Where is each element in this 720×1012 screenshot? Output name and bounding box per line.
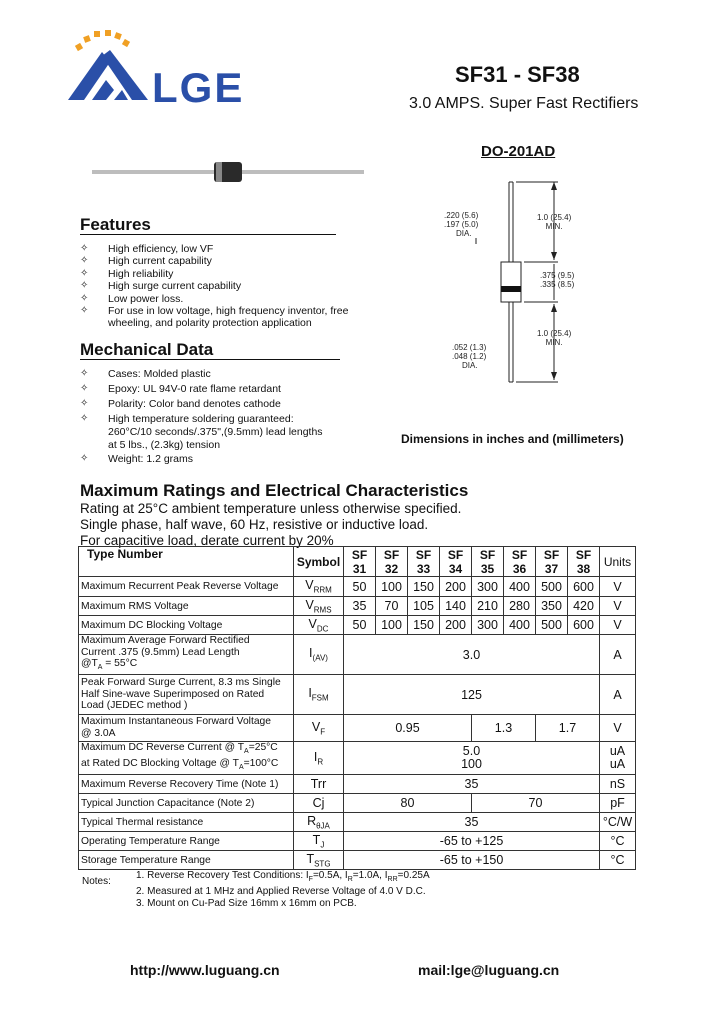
part-title: SF31 - SF38 (455, 62, 580, 87)
table-row: Storage Temperature Range $T_{STG}$ -65 to +150 °C (79, 851, 636, 870)
bullet-icon: ✧ (80, 382, 89, 394)
part-subtitle: 3.0 AMPS. Super Fast Rectifiers (409, 95, 639, 112)
dim-body-diameter: .220 (5.6) .197 (5.0) DIA. (444, 211, 479, 238)
logo-icon (62, 28, 154, 104)
list-item: ✧ Polarity: Color band denotes cathode (80, 397, 281, 410)
mechanical-list (80, 368, 325, 466)
bullet-icon: ✧ (80, 292, 89, 304)
note-3: 3. Mount on Cu-Pad Size 16mm x 16mm on PCB. (136, 898, 357, 909)
bullet-icon: ✧ (80, 305, 89, 317)
header-sf32: SF 32 (376, 547, 408, 577)
bullet-icon: ✧ (80, 397, 89, 409)
table-row: Peak Forward Surge Current, 8.3 ms Single Half Sine-wave Superimposed on Rated Load (JEDEC method ) $I_{FSM}$ 125 A (79, 675, 636, 715)
table-header-row (79, 547, 636, 577)
features-heading: Features (80, 215, 151, 234)
table-row: Maximum Instantaneous Forward Voltage @ 3.0A $V_F$ 0.95 1.3 1.7 V (79, 715, 636, 742)
bullet-icon: ✧ (80, 280, 89, 292)
list-item: ✧ Low power loss. (80, 292, 184, 305)
list-item: ✧ High efficiency, low VF (80, 243, 214, 255)
dim-lead-diameter: .052 (1.3) .048 (1.2) DIA. (452, 343, 487, 370)
header-sf36: SF 36 (504, 547, 536, 577)
bullet-icon: ✧ (80, 368, 89, 379)
list-item: ✧ Weight: 1.2 grams (80, 453, 194, 466)
mechanical-heading: Mechanical Data (80, 340, 214, 359)
logo-text: LGE (152, 64, 245, 111)
table-row: Typical Junction Capacitance (Note 2) Cj 80 70 pF (79, 794, 636, 813)
footer-url[interactable]: http://www.luguang.cn (130, 962, 280, 978)
list-item: ✧ Epoxy: UL 94V-0 rate flame retardant (80, 382, 281, 395)
list-item: ✧ High surge current capability (80, 280, 242, 293)
header-sf33: SF 33 (408, 547, 440, 577)
footer-mail[interactable]: mail:lge@luguang.cn (418, 962, 560, 978)
header-symbol: Symbol (294, 547, 344, 577)
bullet-icon: ✧ (80, 453, 89, 465)
mechanical-rule (80, 359, 340, 360)
list-item: ✧ Cases: Molded plastic (80, 368, 211, 380)
dimensions-caption: Dimensions in inches and (millimeters) (401, 432, 624, 446)
table-row: Maximum RMS Voltage $V_{RMS}$ 35 70 105 140 210 280 350 420 V (79, 597, 636, 616)
notes-label: Notes: (82, 876, 111, 887)
table-row: Maximum DC Blocking Voltage $V_{DC}$ 50 100 150 200 300 400 500 600 V (79, 616, 636, 635)
table-row: Maximum Average Forward Rectified Current .375 (9.5mm) Lead Length $@T_A = 55^\circ C$ $I_{(AV)}$ 3.0 A (79, 635, 636, 675)
header-sf38: SF 38 (568, 547, 600, 577)
dim-lead-length-bottom: 1.0 (25.4) MIN. (537, 329, 572, 347)
header-units: Units (600, 547, 636, 577)
features-rule (80, 234, 336, 235)
dim-lead-length-top: 1.0 (25.4) MIN. (537, 213, 572, 231)
package-name: DO-201AD (481, 143, 556, 160)
ratings-heading: Maximum Ratings and Electrical Characteristics (80, 481, 469, 500)
header-sf31: SF 31 (344, 547, 376, 577)
list-item: ✧ For use in low voltage, high frequency inventor, free wheeling, and polarity protection application (80, 305, 349, 330)
bullet-icon: ✧ (80, 412, 89, 424)
header-sf34: SF 34 (440, 547, 472, 577)
features-list (80, 243, 370, 330)
ratings-table (78, 546, 636, 870)
header-sf35: SF 35 (472, 547, 504, 577)
dim-body-length: .375 (9.5) .335 (8.5) (540, 271, 575, 289)
bullet-icon: ✧ (80, 267, 89, 279)
table-row: Maximum DC Reverse Current @ $T_A=25^\circ C$ at Rated DC Blocking Voltage @ $T_A=100^\circ C$ $I_R$ 5.0 100 uA uA (79, 742, 636, 775)
note-1: 1. Reverse Recovery Test Conditions: $I_F=0.5A$, $I_R=1.0A$, $I_{RR}=0.25A$ (136, 870, 430, 883)
bullet-icon: ✧ (80, 255, 89, 267)
table-row: Typical Thermal resistance $R_{\theta JA}$ 35 °C/W (79, 813, 636, 832)
ratings-conditions: Rating at 25°C ambient temperature unless otherwise specified. Single phase, half wave, 60 Hz, resistive or inductive load. For capacitive load, derate current by 20% (80, 501, 462, 548)
list-item: ✧ High current capability (80, 255, 212, 268)
notes-list (136, 870, 430, 910)
bullet-icon: ✧ (80, 243, 89, 254)
note-2: 2. Measured at 1 MHz and Applied Reverse Voltage of 4.0 V D.C. (136, 886, 426, 897)
header-type: Type Number (79, 547, 294, 577)
list-item: ✧ High reliability (80, 267, 174, 280)
diode-image (92, 160, 364, 184)
table-row: Maximum Reverse Recovery Time (Note 1) Trr 35 nS (79, 775, 636, 794)
table-row: Operating Temperature Range $T_J$ -65 to +125 °C (79, 832, 636, 851)
list-item: ✧ High temperature soldering guaranteed: 260°C/10 seconds/.375",(9.5mm) lead lengths at 5 lbs., (2.3kg) tension (80, 412, 323, 451)
table-row: Maximum Recurrent Peak Reverse Voltage $V_{RRM}$ 50 100 150 200 300 400 500 600 V (79, 577, 636, 597)
header-sf37: SF 37 (536, 547, 568, 577)
